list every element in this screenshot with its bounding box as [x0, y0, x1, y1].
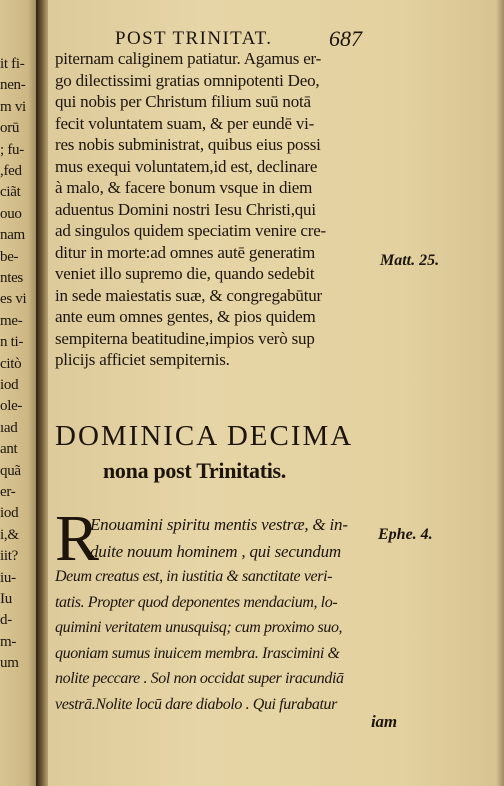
- section-subtitle: nona post Trinitatis.: [103, 458, 286, 483]
- facing-page-fragment: citò: [0, 355, 22, 372]
- facing-page-fragment: ıad: [0, 419, 18, 436]
- facing-page-fragment: iod: [0, 377, 19, 393]
- facing-page-fragment: m-: [0, 633, 17, 650]
- catchword: iam: [371, 712, 397, 731]
- epistle-line: nolite peccare . Sol non occidat super iracundiā: [55, 670, 344, 687]
- body-line: sempiterna beatitudine,impios verò sup: [55, 328, 315, 348]
- body-line: ditur in morte:ad omnes autē generatim: [55, 242, 316, 262]
- facing-page-fragment: er-: [0, 484, 16, 500]
- margin-note-matthew: Matt. 25.: [380, 252, 440, 269]
- facing-page-fragment: ; fu-: [0, 141, 24, 158]
- body-line: à malo, & facere bonum vsque in diem: [55, 178, 313, 197]
- body-line: mus exequi voluntatem,id est, declinare: [55, 156, 318, 176]
- page-number: 687: [329, 26, 362, 51]
- facing-page-fragment: nam: [0, 227, 25, 244]
- facing-page-fragment: iit?: [0, 548, 18, 565]
- body-line: aduentus Domini nostri Iesu Christi,qui: [55, 199, 316, 219]
- book-gutter: [36, 0, 48, 786]
- body-line: in sede maiestatis suæ, & congregabūtur: [55, 285, 322, 305]
- margin-note-ephesians: Ephe. 4.: [378, 526, 433, 543]
- facing-page-fragment: es vi: [0, 291, 27, 308]
- facing-page-fragment: me-: [0, 312, 23, 329]
- facing-page-fragment: ntes: [0, 270, 23, 286]
- facing-page-fragment: iu-: [0, 569, 16, 586]
- facing-page-fragment: orū: [0, 120, 20, 137]
- facing-page-fragment: i,&: [0, 526, 19, 543]
- facing-page-fragment: n ti-: [0, 334, 24, 351]
- facing-page-fragment: m vi: [0, 98, 26, 115]
- facing-page-fragment: ouo: [0, 205, 22, 222]
- body-line: res nobis subministrat, quibus eius possi: [55, 135, 321, 154]
- facing-page-fragment: um: [0, 655, 19, 672]
- body-line: ad singulos quidem speciatim venire cre-: [55, 221, 326, 240]
- epistle-line: Enouamini spiritu mentis vestræ, & in-: [90, 515, 348, 534]
- epistle-line: quimini veritatem unusquisq; cum proximo suo,: [55, 619, 343, 636]
- facing-page-fragment: ,fed: [0, 163, 22, 179]
- body-line: veniet illo supremo die, quando sedebit: [55, 264, 315, 283]
- body-line: fecit voluntatem suam, & per eundē vi-: [55, 113, 315, 133]
- epistle-line: quoniam sumus inuicem membra. Irascimini &: [55, 645, 340, 662]
- page-edge-shadow: [496, 0, 504, 786]
- facing-page-fragment: it fi-: [0, 56, 25, 72]
- body-line: qui nobis per Christum filium suū notā: [55, 92, 311, 111]
- epistle-line: duite nouum hominem , qui secundum: [90, 542, 341, 561]
- drop-cap: R: [55, 502, 100, 575]
- epistle-line: tatis. Propter quod deponentes mendacium, lo-: [55, 594, 338, 611]
- facing-page-fragment: quã: [0, 462, 21, 479]
- body-line: plicijs afficiet sempiternis.: [55, 350, 230, 369]
- facing-page-fragment: ciãt: [0, 184, 21, 201]
- body-line: ante eum omnes gentes, & pios quidem: [55, 307, 316, 326]
- running-header: POST TRINITAT.: [115, 28, 273, 49]
- facing-page-fragment: iod: [0, 505, 19, 522]
- body-line: go dilectissimi gratias omnipotenti Deo,: [55, 70, 320, 90]
- facing-page-fragment: Iu: [0, 591, 12, 607]
- epistle-line: Deum creatus est, in iustitia & sanctitate veri-: [55, 568, 333, 585]
- body-line: piternam caliginem patiatur. Agamus er-: [55, 49, 322, 68]
- facing-page-fragment: ole-: [0, 398, 23, 415]
- facing-page-edge: [0, 0, 40, 786]
- facing-page-fragment: d-: [0, 612, 12, 629]
- section-title: DOMINICA DECIMA: [55, 420, 354, 452]
- facing-page-fragment: ant: [0, 441, 18, 458]
- facing-page-fragment: be-: [0, 248, 19, 265]
- facing-page-fragment: nen-: [0, 77, 26, 94]
- epistle-line: vestrā.Nolite locū dare diabolo . Qui furabatur: [55, 696, 337, 713]
